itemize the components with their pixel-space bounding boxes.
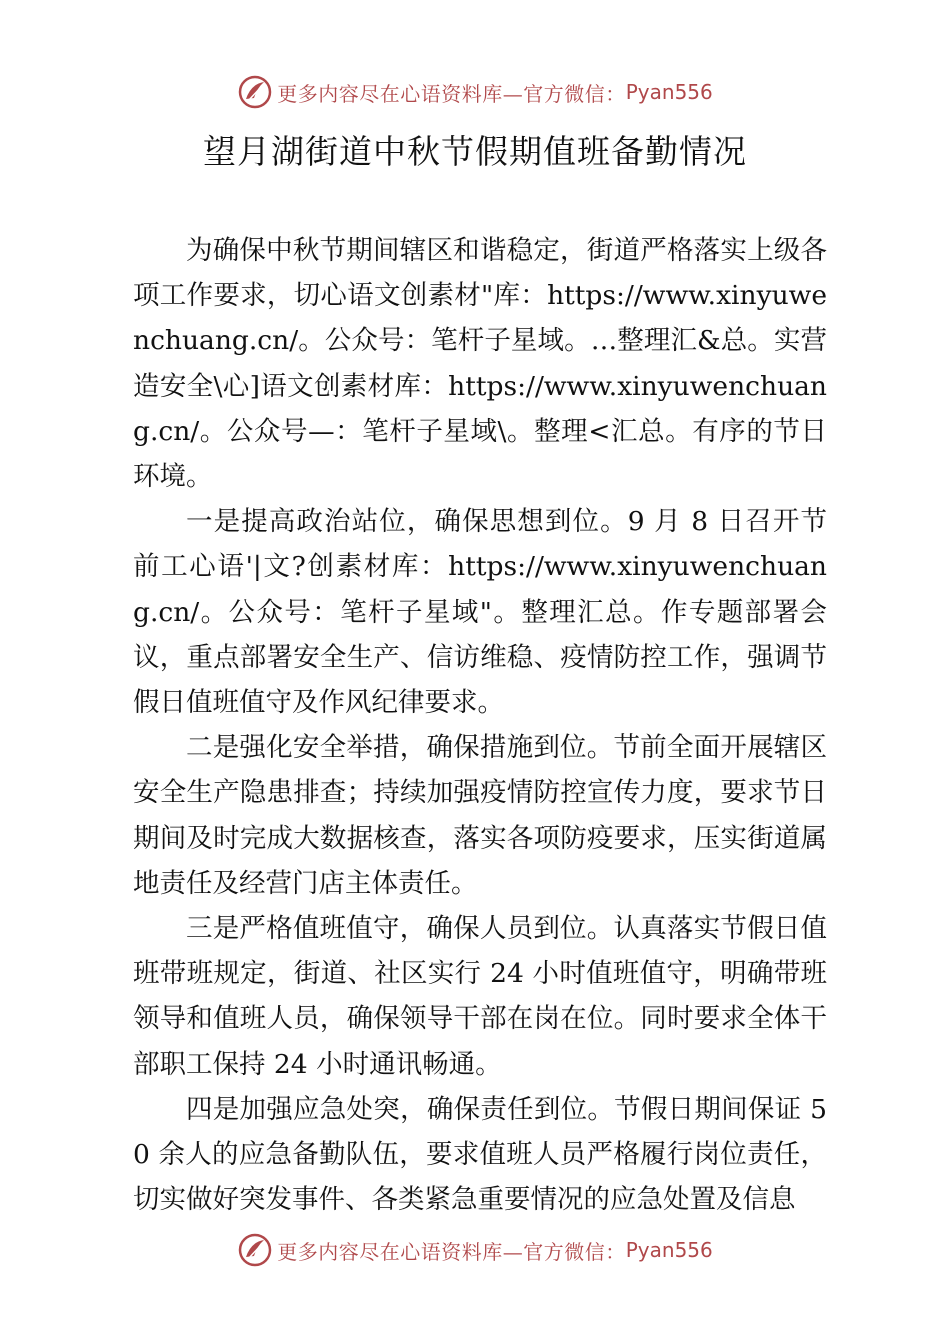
watermark-banner-top	[0, 70, 950, 114]
paragraph-point-4: 四是加强应急处突，确保责任到位。节假日期间保证 50 余人的应急备勤队伍，要求值班人员严格履行岗位责任，切实做好突发事件、各类紧急重要情况的应急处置及信息	[133, 1093, 827, 1216]
watermark-text: 更多内容尽在心语资料库—官方微信：	[277, 81, 626, 106]
paragraph-point-1: 一是提高政治站位，确保思想到位。9 月 8 日召开节前工心语'|文?创素材库：https://www.xinyuwenchuang.cn/。公众号：笔杆子星域"。整理汇总。作专题部署会议，重点部署安全生产、信访维稳、疫情防控工作，强调节假日值班值守及作风纪律要求。	[133, 506, 827, 719]
paragraph-point-2: 二是强化安全举措，确保措施到位。节前全面开展辖区安全生产隐患排查；持续加强疫情防控宣传力度，要求节日期间及时完成大数据核查，落实各项防疫要求，压实街道属地责任及经营门店主体责任。	[133, 732, 827, 899]
document-body	[133, 228, 827, 1222]
logo-icon	[237, 74, 273, 110]
logo-icon	[237, 1232, 273, 1268]
watermark-banner-bottom	[0, 1228, 950, 1272]
wechat-id: Pyan556	[625, 1238, 713, 1262]
page-title: 望月湖街道中秋节假期值班备勤情况	[203, 132, 747, 171]
paragraph-point-3: 三是严格值班值守，确保人员到位。认真落实节假日值班带班规定，街道、社区实行 24 小时值班值守，明确带班领导和值班人员，确保领导干部在岗在位。同时要求全体干部职工保持 24 小时通讯畅通。	[133, 913, 827, 1080]
paragraph-intro: 为确保中秋节期间辖区和谐稳定，街道严格落实上级各项工作要求，切心语文创素材"库：https://www.xinyuwenchuang.cn/。公众号：笔杆子星域。…整理汇&总。实营造安全\心]语文创素材库：https://www.xinyuwenchuang.cn/。公众号—：笔杆子星域\。整理<汇总。有序的节日环境。	[133, 235, 827, 493]
wechat-id: Pyan556	[625, 80, 713, 104]
watermark-text: 更多内容尽在心语资料库—官方微信：	[277, 1239, 626, 1264]
